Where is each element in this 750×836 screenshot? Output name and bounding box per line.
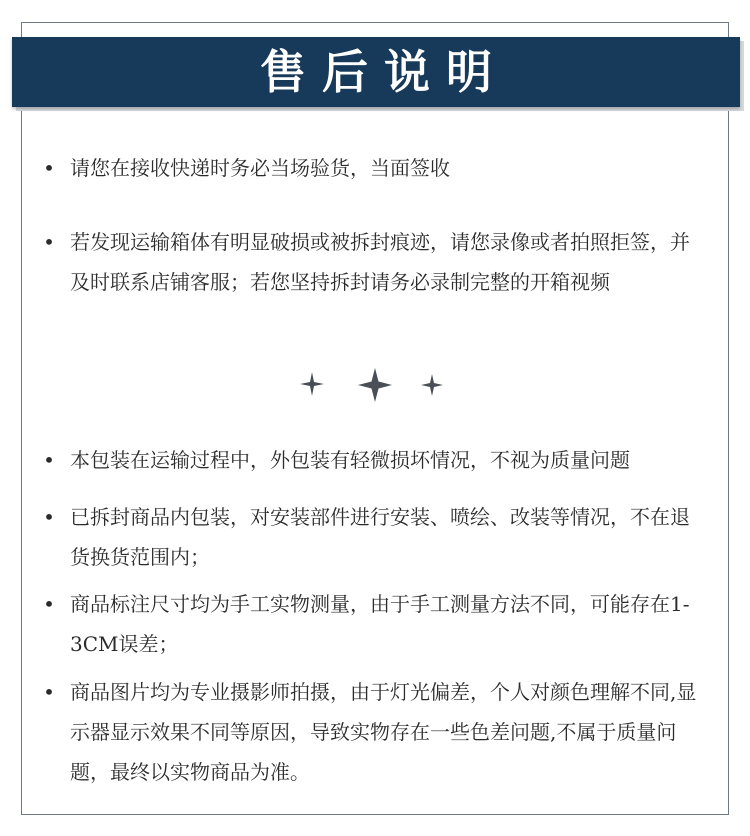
list-item-text: 本包装在运输过程中，外包装有轻微损坏情况，不视为质量问题	[70, 448, 630, 472]
list-item-text: 请您在接收快递时务必当场验货，当面签收	[70, 156, 450, 180]
list-item-text: 若发现运输箱体有明显破损或被拆封痕迹，请您录像或者拍照拒签，并及时联系店铺客服；若您坚持拆封请务必录制完整的开箱视频	[70, 230, 690, 294]
small-sparkle-icon-right	[421, 374, 443, 396]
small-sparkle-icon-left	[300, 372, 324, 396]
list-item-text: 商品图片均为专业摄影师拍摄，由于灯光偏差，个人对颜色理解不同,显示器显示效果不同等原因，导致实物存在一些色差问题,不属于质量问题，最终以实物商品为准。	[70, 680, 697, 784]
list-item-text: 商品标注尺寸均为手工实物测量，由于手工测量方法不同，可能存在1-3CM误差；	[70, 592, 690, 656]
list-item	[42, 672, 702, 792]
large-sparkle-icon	[358, 368, 392, 402]
bullet-icon: •	[43, 680, 55, 704]
sparkle-divider-icon	[290, 362, 460, 406]
page-title: 售后说明	[260, 45, 508, 99]
bullet-icon: •	[43, 505, 55, 529]
bullet-icon: •	[43, 156, 55, 180]
bullet-icon: •	[43, 592, 55, 616]
list-item	[42, 497, 702, 577]
title-banner	[12, 37, 740, 107]
list-item	[42, 222, 702, 302]
list-item	[42, 440, 702, 480]
list-item	[42, 584, 702, 664]
bullet-icon: •	[43, 230, 55, 254]
bullet-icon: •	[43, 448, 55, 472]
list-item	[42, 148, 702, 188]
list-item-text: 已拆封商品内包装，对安装部件进行安装、喷绘、改装等情况，不在退货换货范围内；	[70, 505, 690, 569]
